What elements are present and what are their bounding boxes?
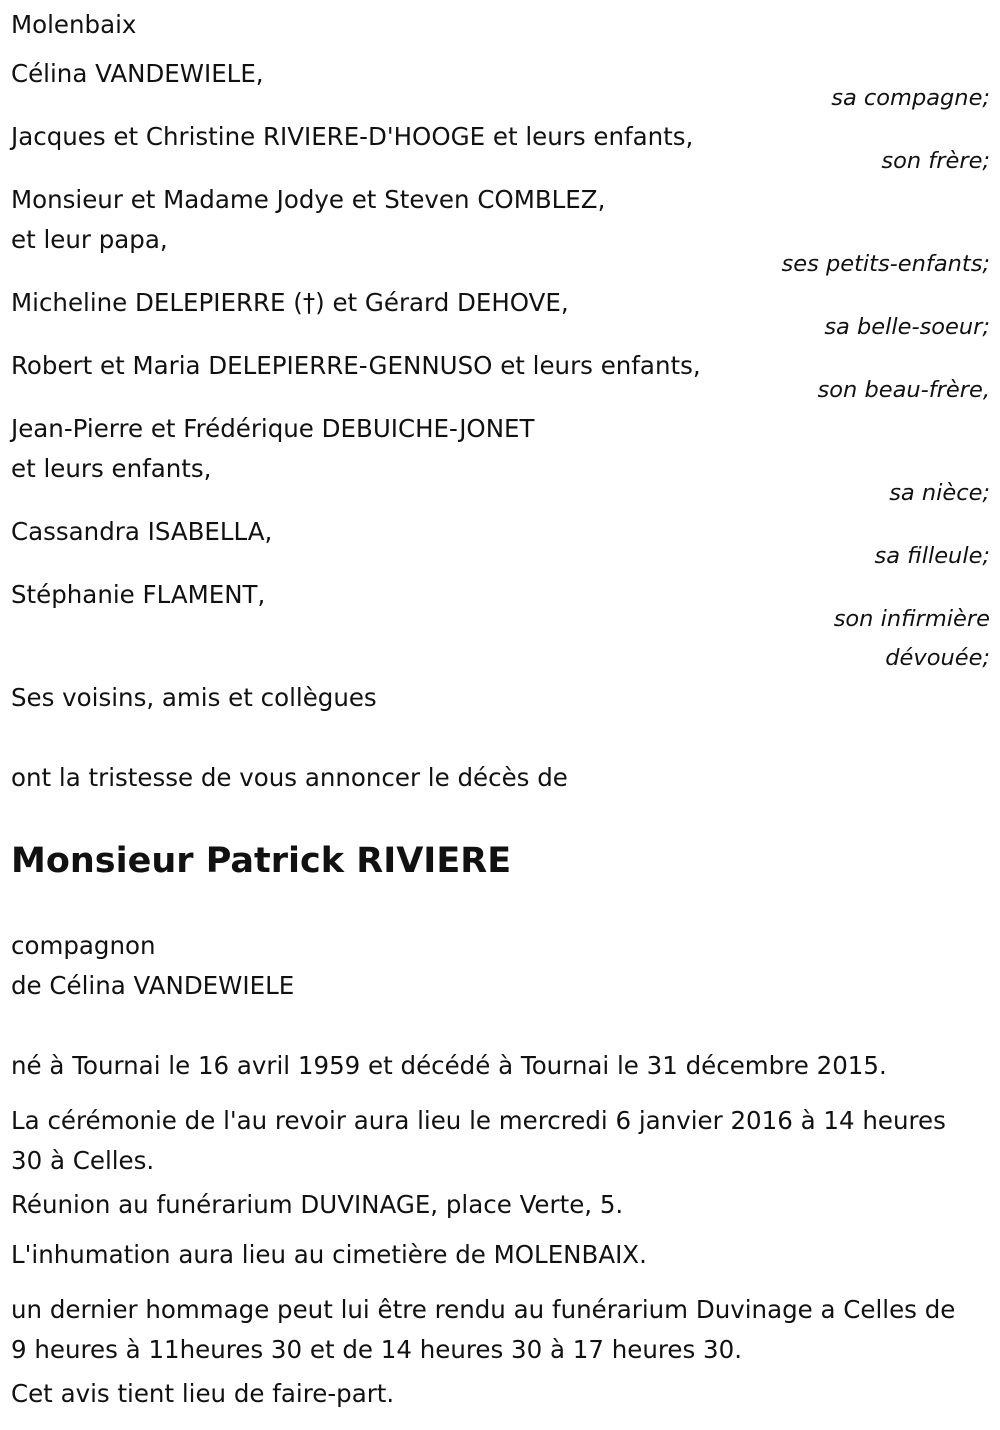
others-line: Ses voisins, amis et collègues — [11, 683, 377, 712]
companion-line-1: compagnon — [11, 931, 156, 960]
relation-8-cont: dévouée; — [885, 645, 990, 671]
family-member-3: Monsieur et Madame Jodye et Steven COMBLEZ, — [11, 185, 606, 214]
closing-note: Cet avis tient lieu de faire-part. — [11, 1379, 395, 1408]
family-member-3-cont: et leur papa, — [11, 225, 168, 254]
family-member-8: Stéphanie FLAMENT, — [11, 580, 266, 609]
ceremony-details: La cérémonie de l'au revoir aura lieu le mercredi 6 janvier 2016 à 14 heures 30 à Celles. — [11, 1106, 946, 1175]
relation-4: sa belle-soeur; — [824, 314, 990, 340]
relation-5: son beau-frère, — [817, 377, 990, 403]
tribute-details: un dernier hommage peut lui être rendu au funérarium Duvinage a Celles de 9 heures à 11heures 30 et de 14 heures 30 à 17 heures 30. — [11, 1295, 956, 1364]
family-member-5: Robert et Maria DELEPIERRE-GENNUSO et leurs enfants, — [11, 351, 701, 380]
family-member-6-cont: et leurs enfants, — [11, 454, 212, 483]
family-member-7: Cassandra ISABELLA, — [11, 517, 273, 546]
birth-death-line: né à Tournai le 16 avril 1959 et décédé à Tournai le 31 décembre 2015. — [11, 1051, 887, 1080]
burial-details: L'inhumation aura lieu au cimetière de MOLENBAIX. — [11, 1240, 647, 1269]
relation-8: son infirmière — [833, 606, 990, 632]
family-member-2: Jacques et Christine RIVIERE-D'HOOGE et leurs enfants, — [11, 122, 694, 151]
relation-6: sa nièce; — [889, 480, 990, 506]
relation-2: son frère; — [881, 148, 990, 174]
family-member-6: Jean-Pierre et Frédérique DEBUICHE-JONET — [11, 414, 535, 443]
family-member-1: Célina VANDEWIELE, — [11, 59, 264, 88]
announcement-line: ont la tristesse de vous annoncer le décès de — [11, 763, 568, 792]
funerarium-details: Réunion au funérarium DUVINAGE, place Verte, 5. — [11, 1190, 624, 1219]
companion-line-2: de Célina VANDEWIELE — [11, 971, 295, 1000]
relation-7: sa filleule; — [874, 543, 990, 569]
relation-1: sa compagne; — [831, 85, 990, 111]
deceased-name: Monsieur Patrick RIVIERE — [11, 841, 512, 881]
family-member-4: Micheline DELEPIERRE (†) et Gérard DEHOVE, — [11, 288, 569, 317]
relation-3: ses petits-enfants; — [781, 251, 990, 277]
location: Molenbaix — [11, 10, 137, 39]
